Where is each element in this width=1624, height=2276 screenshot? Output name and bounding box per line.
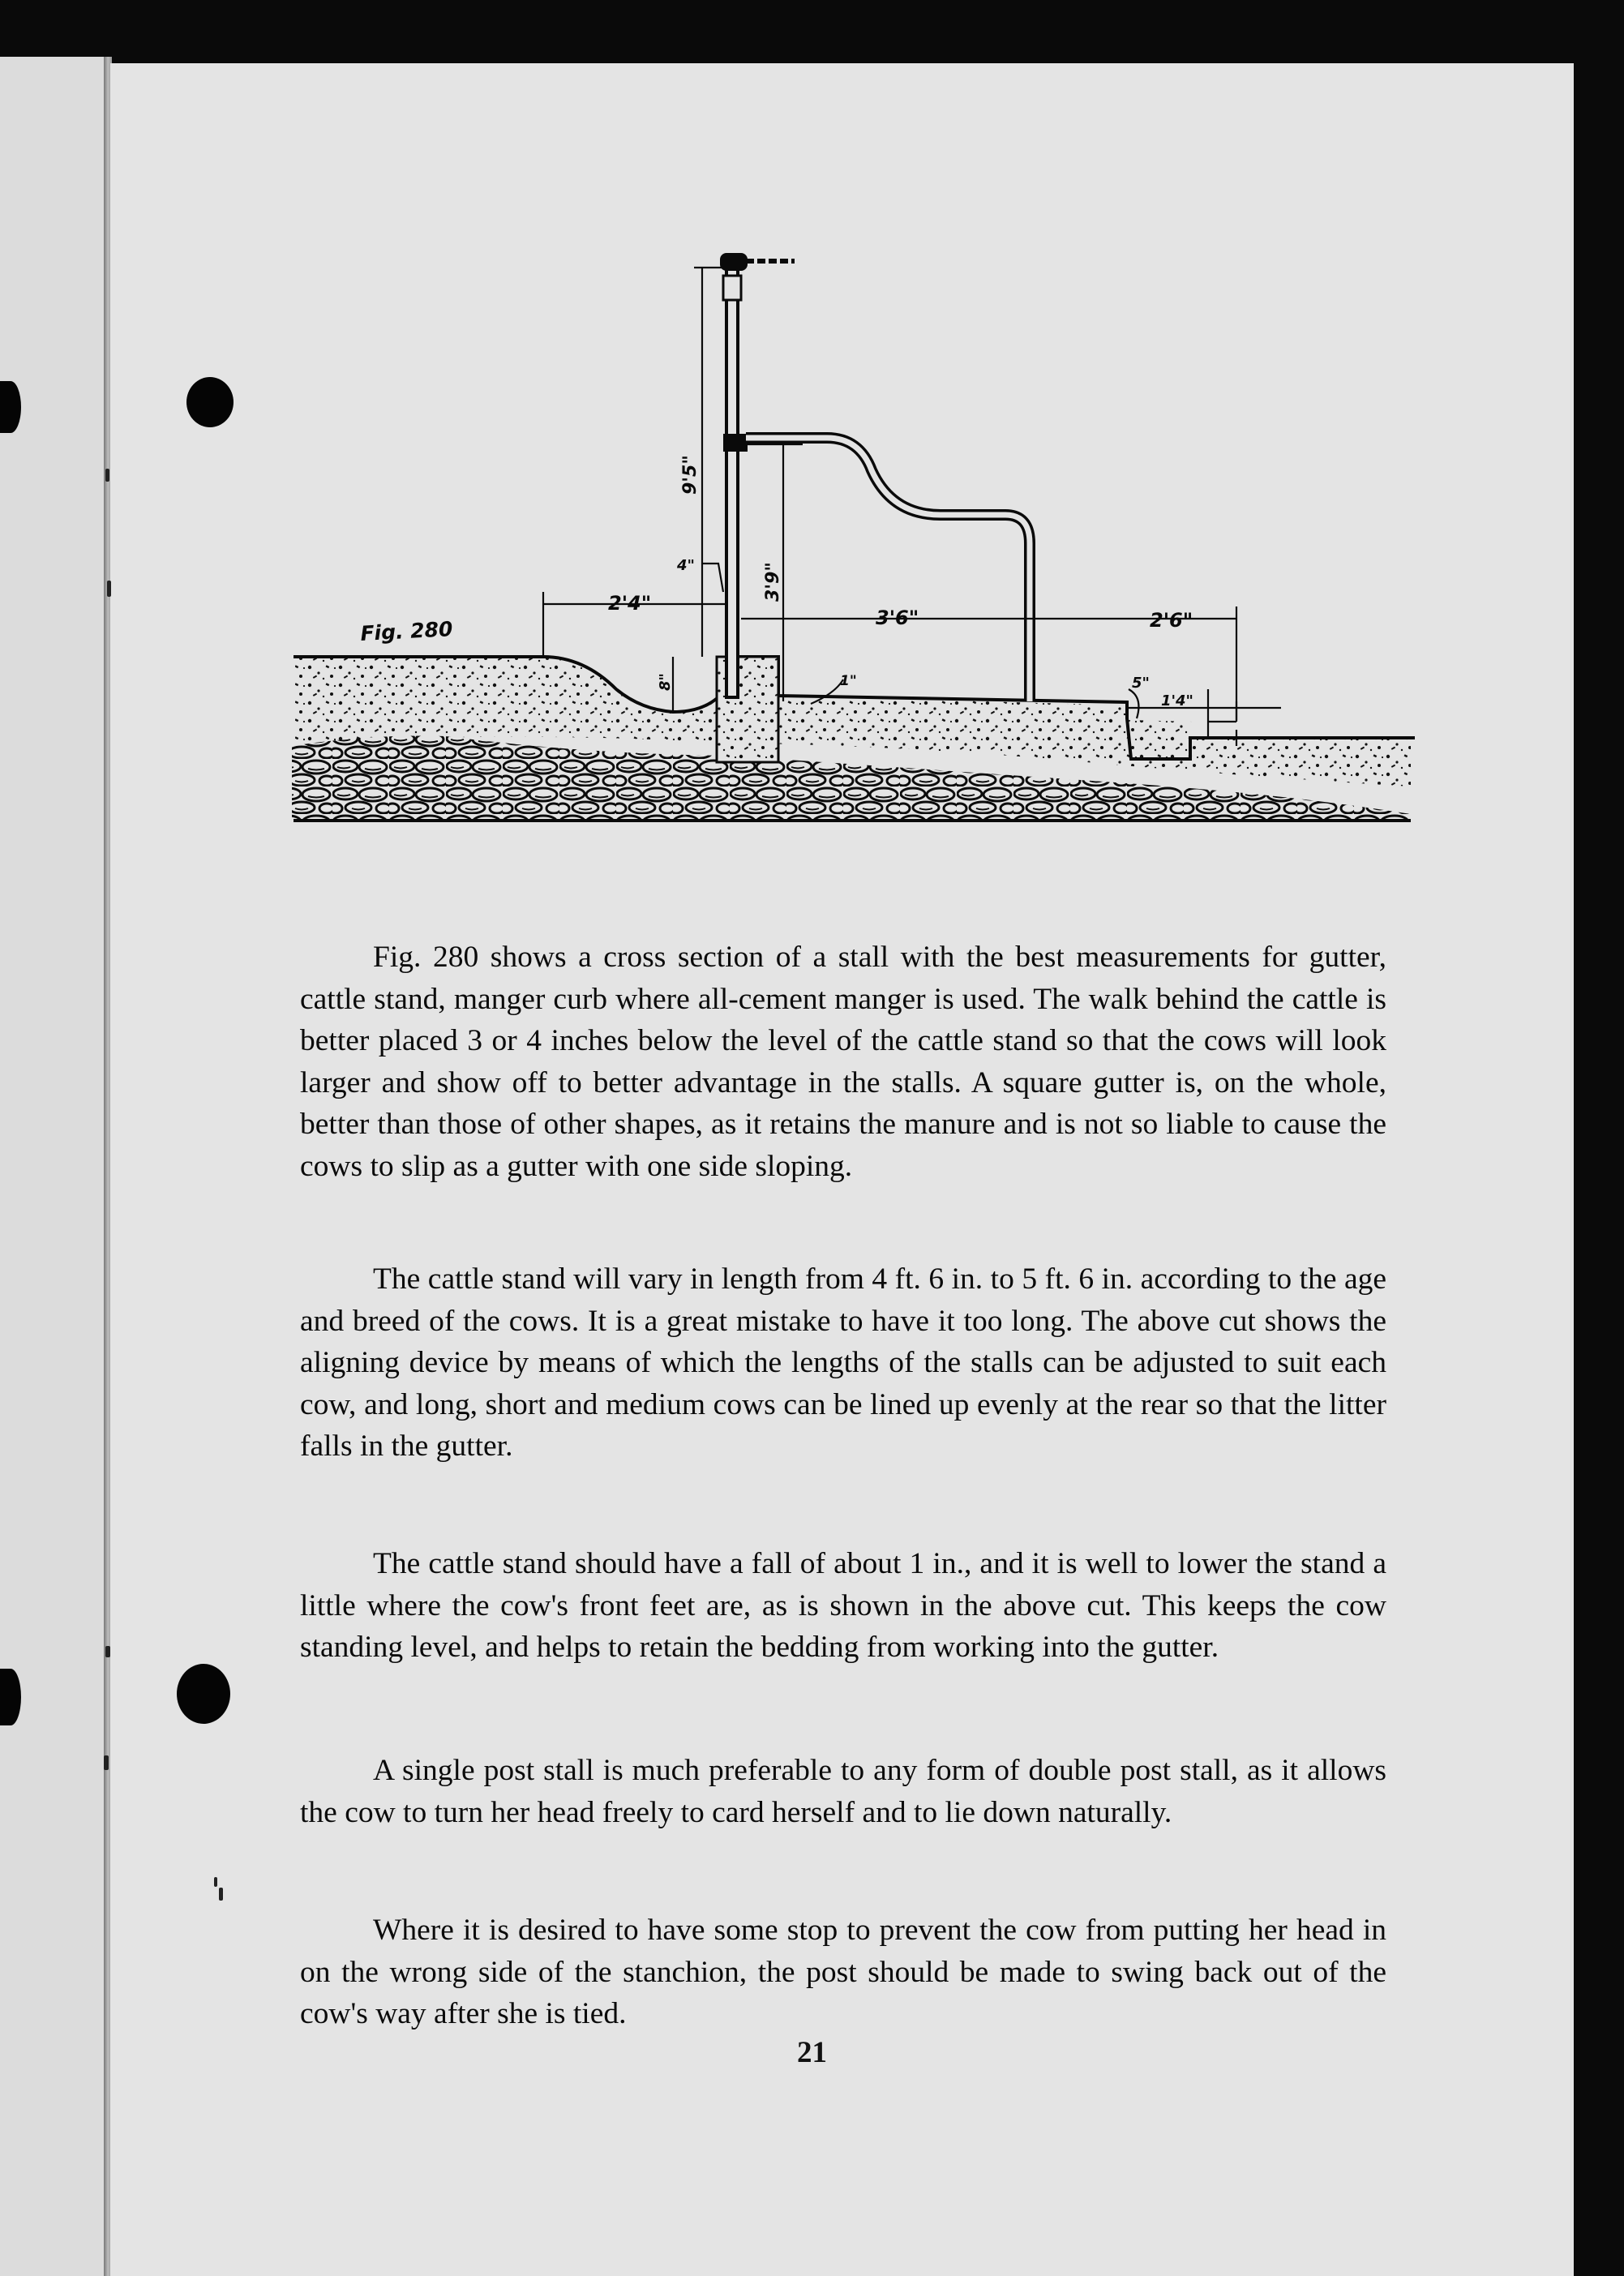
- paragraph-5: Where it is desired to have some stop to prevent the cow from putting her head in on the wrong side of the stanchion, the post should be made to swing back out of the cow's way after she is tied.: [300, 1914, 1386, 2030]
- dim-stand-length: 3'6": [876, 607, 919, 629]
- punch-hole-top: [186, 377, 234, 427]
- punch-hole-left-top: [0, 381, 21, 433]
- body-text: [300, 1910, 1386, 2035]
- punch-hole-bottom: [177, 1664, 230, 1724]
- scan-speck: [105, 1646, 110, 1657]
- scan-speck: [214, 1877, 217, 1887]
- dim-bar-height: 3'9": [763, 562, 783, 602]
- dim-small-b: 8": [657, 673, 674, 691]
- body-text: [300, 1258, 1386, 1468]
- scan-speck: [219, 1888, 223, 1901]
- aligning-bar-inner: [746, 438, 1030, 701]
- paragraph-2: The cattle stand will vary in length from 4 ft. 6 in. to 5 ft. 6 in. according to the age and breed of the cows. It is a great mistake to have it too long. The above cut shows the aligning device by means of which the lengths of the stalls can be adjusted to suit each cow, and long, short and medium cows can be lined up evenly at the rear so that the litter falls in the gutter.: [300, 1262, 1386, 1463]
- paragraph-1: Fig. 280 shows a cross section of a stall with the best measurements for gutter, cattle stand, manger curb where all-cement manger is used. The walk behind the cattle is better placed 3 or 4 inches below the level of the cattle stand so that the cows will look larger and show off to better advantage in the stalls. A square gutter is, on the whole, better than those of other shapes, as it retains the manure and is not so liable to cause the cows to slip as a gutter with one side sloping.: [300, 941, 1386, 1183]
- dim-small-d: 5": [1132, 675, 1150, 692]
- paragraph-3: The cattle stand should have a fall of about 1 in., and it is well to lower the stand a little where the cow's front feet are, as is shown in the above cut. This keeps the cow standing level, and helps to retain the bedding from working into the gutter.: [300, 1547, 1386, 1664]
- dim-post-height: 9'5": [680, 455, 701, 495]
- scan-speck: [105, 469, 109, 482]
- page-number: 21: [797, 2036, 827, 2069]
- stall-cross-section-figure: [276, 235, 1427, 851]
- dim-gutter-width: 2'6": [1150, 609, 1193, 632]
- aligning-bar: [746, 438, 1030, 701]
- body-text: [300, 937, 1386, 1187]
- punch-hole-left-bottom: [0, 1669, 21, 1725]
- bar-clamp: [723, 434, 748, 452]
- figure-label: Fig. 280: [359, 617, 454, 645]
- scan-speck: [107, 581, 111, 597]
- body-text: [300, 1750, 1386, 1833]
- paragraph-4: A single post stall is much preferable to any form of double post stall, as it allows the cow to turn her head freely to card herself and to lie down naturally.: [300, 1754, 1386, 1829]
- dim-small-c: 1": [840, 673, 857, 689]
- stall-post: [726, 268, 738, 697]
- dim-curb-width: 2'4": [608, 592, 652, 615]
- dim-small-e: 1'4": [1161, 692, 1193, 709]
- dim-small-a: 4": [677, 557, 695, 574]
- post-top-collar: [723, 276, 741, 300]
- body-text: [300, 1543, 1386, 1669]
- scan-speck: [104, 1755, 109, 1770]
